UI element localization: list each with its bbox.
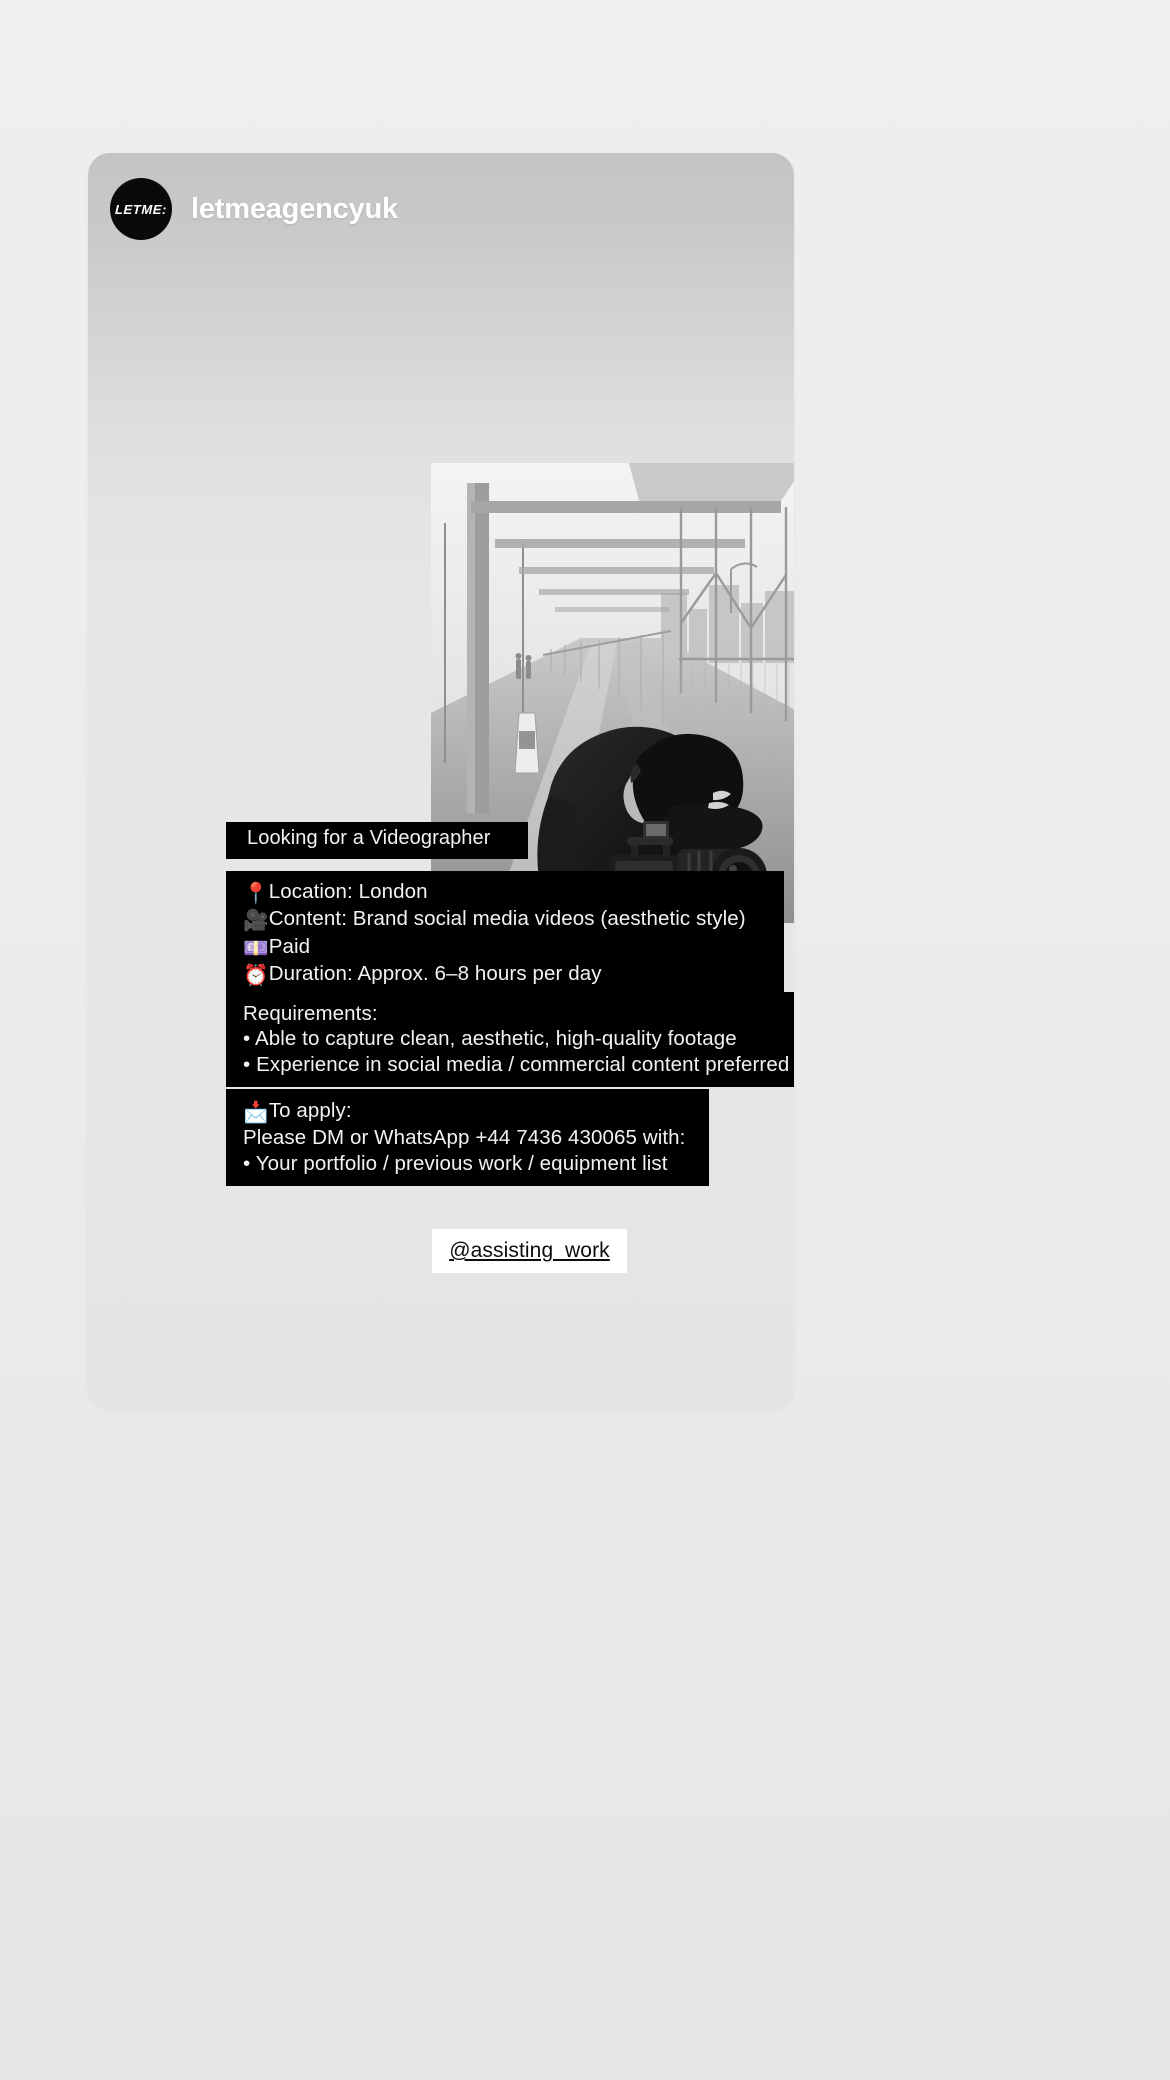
apply-heading-line	[243, 1100, 709, 1123]
detail-paid-text: Paid	[268, 934, 311, 958]
detail-line-content	[243, 908, 784, 931]
mention-sticker[interactable]	[432, 1229, 627, 1273]
sticker-title-text: Looking for a Videographer	[247, 827, 491, 849]
requirements-bullet-1: • Able to capture clean, aesthetic, high-quality footage	[243, 1027, 737, 1051]
apply-contact-line: Please DM or WhatsApp +44 7436 430065 with:	[243, 1126, 686, 1150]
detail-line-paid	[243, 936, 784, 959]
detail-content-text: Content: Brand social media videos (aesthetic style)	[268, 907, 746, 931]
alarm-clock-icon: ⏰	[243, 963, 269, 987]
apply-bullet-line: • Your portfolio / previous work / equipment list	[243, 1151, 668, 1175]
round-pushpin-icon: 📍	[243, 882, 269, 905]
requirements-heading: Requirements:	[243, 1002, 378, 1025]
sticker-title	[226, 822, 528, 859]
detail-line-location	[243, 881, 784, 904]
envelope-with-arrow-icon: 📩	[243, 1101, 269, 1124]
detail-duration-text: Duration: Approx. 6–8 hours per day	[268, 961, 602, 985]
movie-camera-icon: 🎥	[243, 909, 269, 933]
apply-heading-text: To apply:	[268, 1099, 352, 1122]
sticker-details	[226, 871, 784, 996]
story-header	[88, 153, 794, 265]
sticker-requirements	[226, 992, 794, 1087]
brand-avatar-icon: LETME:	[114, 201, 168, 217]
sticker-apply	[226, 1089, 709, 1186]
story-username[interactable]: letmeagencyuk	[191, 192, 398, 225]
instagram-story-card	[88, 153, 794, 1409]
requirements-bullet-2: • Experience in social media / commercial content preferred	[243, 1052, 790, 1076]
pound-banknote-icon: 💷	[243, 936, 269, 960]
mention-handle[interactable]: @assisting_work	[449, 1239, 610, 1262]
detail-line-duration	[243, 963, 784, 986]
avatar[interactable]	[110, 178, 172, 240]
detail-location-text: Location: London	[268, 880, 428, 903]
